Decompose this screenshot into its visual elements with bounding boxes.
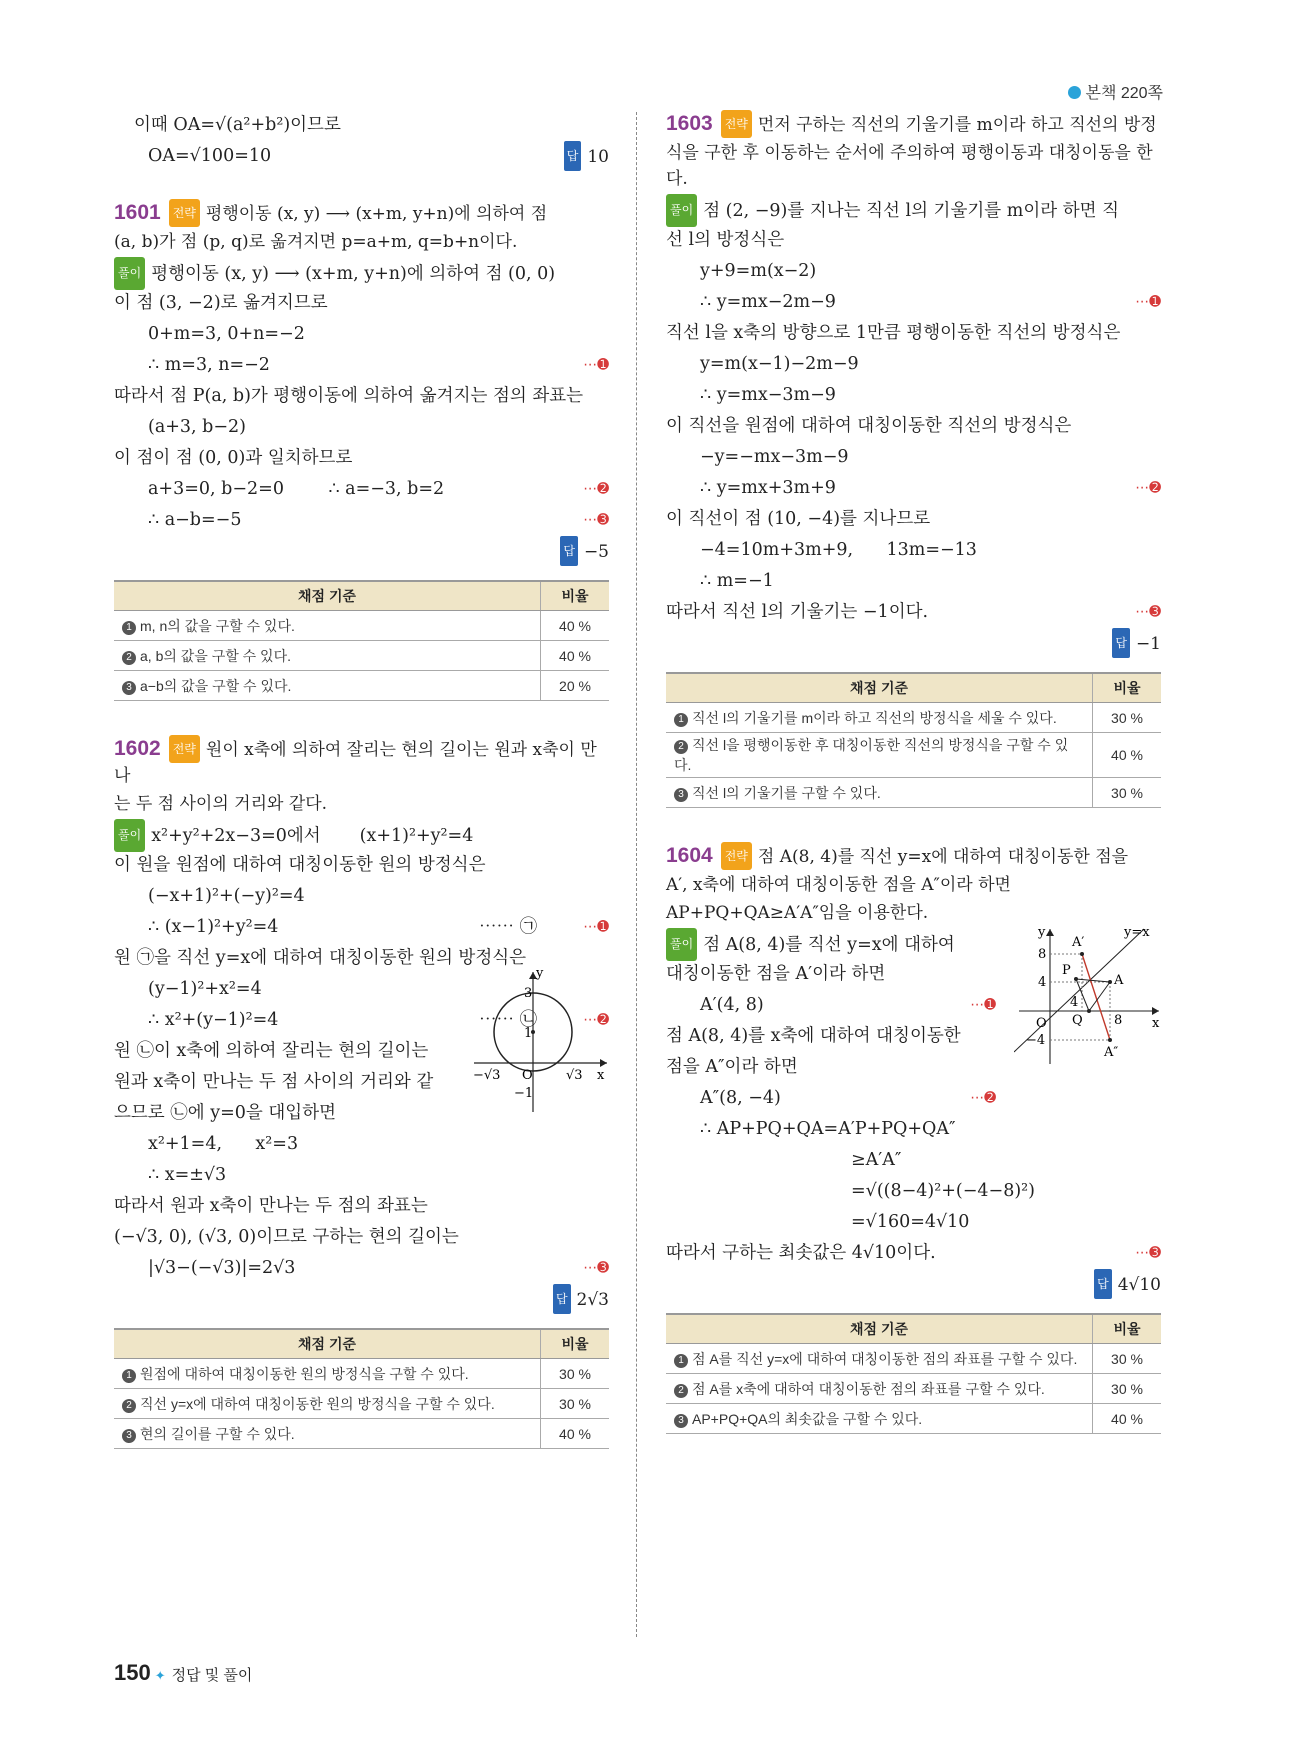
answer-icon: 답 [564,141,582,171]
strategy: 1603 전략 먼저 구하는 직선의 기울기를 m이라 하고 직선의 방정 [666,110,1161,138]
fig-y-label: y [536,967,544,981]
ref-dot-icon [1068,86,1081,99]
answer-icon: 답 [560,536,578,566]
sol-line: (y−1)²+x²=4 [148,979,262,999]
sol-line: ∴ x²+(y−1)²=4 ⋯⋯ ㉡ ⋯➋ [148,1010,609,1030]
answer-icon: 답 [553,1284,571,1314]
fig-tick-neg4: −4 [1026,1033,1046,1048]
sol-line: ∴ x=±√3 [148,1165,227,1185]
sol-line: y=m(x−1)−2m−9 [700,354,859,374]
sol-line: ∴ m=3, n=−2 ⋯➊ [148,355,609,375]
footer-label: 정답 및 풀이 [171,1667,253,1684]
scoring-table: 채점 기준 비율 1 점 A를 직선 y=x에 대하여 대칭이동한 점의 좌표를 구할 수 있다. 30 % 2 점 A를 x축에 대하여 대칭이동한 점의 좌표를 구할 수 있다. 30 % 3 AP+PQ+QA의 최솟값을 구할 수 있다. 40 % [666,1313,1161,1434]
sol-line: 따라서 원과 x축이 만나는 두 점의 좌표는 [114,1196,428,1216]
reflection-figure [1014,924,1162,1074]
page-footer [114,1660,252,1686]
sol-line: (−√3, 0), (√3, 0)이므로 구하는 현의 길이는 [114,1227,459,1247]
sol-line: ∴ m=−1 [700,571,774,591]
left-column [114,110,609,1449]
fig-point-aprime: A′ [1072,935,1085,950]
strategy-cont: 는 두 점 사이의 거리와 같다. [114,794,328,814]
sol-line: ∴ y=mx−3m−9 [700,385,836,405]
problem-1602 [114,735,609,1449]
answer-icon: 답 [1112,628,1130,658]
sol-line: ∴ (x−1)²+y²=4 ⋯⋯ ㉠ ⋯➊ [148,917,609,937]
sol-line: 따라서 직선 l의 기울기는 −1이다. ⋯➌ [666,602,1161,622]
problem-1604 [666,842,1161,1434]
sol-line: (a+3, b−2) [148,417,247,437]
sol-line: 직선 l을 x축의 방향으로 1만큼 평행이동한 직선의 방정식은 [666,323,1121,343]
intro-line: 이때 OA=√(a²+b²)이므로 [134,115,341,135]
column-divider [636,112,637,1637]
sol-line: ≥A′A″ [851,1150,902,1170]
sol-line: 대칭이동한 점을 A′이라 하면 [666,964,886,984]
fig-tick-8: 8 [1038,947,1047,962]
answer: 답 −1 [666,628,1161,658]
answer-icon: 답 [1094,1269,1112,1299]
sol-line: a+3=0, b−2=0 ∴ a=−3, b=2 ⋯➋ [148,479,609,499]
sol-line: 으므로 ㉡에 y=0을 대입하면 [114,1103,337,1123]
fig-tick-1: 1 [524,1026,533,1041]
strategy: 1602 전략 원이 x축에 의하여 잘리는 현의 길이는 원과 x축이 만나 [114,737,597,786]
sol-line: |√3−(−√3)|=2√3 ⋯➌ [148,1258,609,1278]
fig-tick-4b: 4 [1070,995,1079,1010]
strategy-cont: A′, x축에 대하여 대칭이동한 점을 A″이라 하면 [666,875,1011,895]
fig-tick-neg1: −1 [514,1086,534,1101]
sol-line: 풀이 점 (2, −9)를 지나는 직선 l의 기울기를 m이라 하면 직 [666,194,1161,225]
sol-line: 풀이 점 A(8, 4)를 직선 y=x에 대하여 [666,928,1161,959]
sol-line: ∴ y=mx−2m−9 ⋯➊ [700,292,1161,312]
answer: 답 4√10 [666,1269,1161,1299]
sol-line: 따라서 점 P(a, b)가 평행이동에 의하여 옮겨지는 점의 좌표는 [114,386,584,406]
sol-line: 원 ㉡이 x축에 의하여 잘리는 현의 길이는 [114,1041,429,1061]
fig-origin-label: O [1036,1016,1047,1031]
scoring-table: 채점 기준 비율 1 m, n의 값을 구할 수 있다. 40 % 2 a, b의 값을 구할 수 있다. 40 % 3 a−b의 값을 구할 수 있다. 20 % [114,580,609,701]
sol-line: ∴ AP+PQ+QA=A′P+PQ+QA″ [700,1119,956,1139]
strategy: 1601 전략 평행이동 (x, y) ⟶ (x+m, y+n)에 의하여 점 [114,199,609,227]
sol-line: 선 l의 방정식은 [666,230,785,250]
fig-point-q: Q [1072,1013,1083,1028]
strategy-cont: 식을 구한 후 이동하는 순서에 주의하여 평행이동과 대칭이동을 한다. [666,143,1153,189]
right-column [666,110,1161,1434]
scoring-table: 채점 기준 비율 1 직선 l의 기울기를 m이라 하고 직선의 방정식을 세울 수 있다. 30 % 2 직선 l을 평행이동한 후 대칭이동한 직선의 방정식을 구할 수 있다. 40 % 3 직선 l의 기울기를 구할 수 있다. 30 % [666,672,1161,808]
sol-line: 이 점 (3, −2)로 옮겨지므로 [114,293,328,313]
fig-y-label: y [1038,925,1046,940]
sol-line: ∴ y=mx+3m+9 ⋯➋ [700,478,1161,498]
sol-line: 이 직선이 점 (10, −4)를 지나므로 [666,509,931,529]
sol-line: y+9=m(x−2) [700,261,817,281]
strategy: 1604 전략 점 A(8, 4)를 직선 y=x에 대하여 대칭이동한 점을 [666,842,1161,870]
sol-line: =√((8−4)²+(−4−8)²) [851,1181,1035,1201]
sol-line: 이 직선을 원점에 대하여 대칭이동한 직선의 방정식은 [666,416,1072,436]
sol-line: −y=−mx−3m−9 [700,447,849,467]
sol-line: 점 A(8, 4)를 x축에 대하여 대칭이동한 [666,1026,961,1046]
sol-line: 원 ㉠을 직선 y=x에 대하여 대칭이동한 원의 방정식은 [114,948,527,968]
answer: 답 2√3 [114,1284,609,1314]
sol-line: 풀이 평행이동 (x, y) ⟶ (x+m, y+n)에 의하여 점 (0, 0) [114,257,609,288]
fig-tick-3: 3 [524,986,533,1001]
strategy-cont: AP+PQ+QA≥A′A″임을 이용한다. [666,903,929,923]
page-number: 150 [114,1660,151,1685]
scoring-table: 채점 기준 비율 1 원점에 대하여 대칭이동한 원의 방정식을 구할 수 있다. 30 % 2 직선 y=x에 대하여 대칭이동한 원의 방정식을 구할 수 있다. 30 % 3 현의 길이를 구할 수 있다. 40 % [114,1328,609,1449]
textbook-page-ref: 본책 220쪽 [1068,80,1163,103]
answer: 답 −5 [114,536,609,566]
sol-line: A′(4, 8) ⋯➊ [700,995,996,1015]
circle-figure [469,967,609,1117]
fig-tick-r3: √3 [566,1068,583,1083]
sol-line: =√160=4√10 [851,1212,970,1232]
fig-tick-4: 4 [1038,975,1047,990]
sol-line: 점을 A″이라 하면 [666,1057,798,1077]
fig-tick-8b: 8 [1114,1013,1123,1028]
problem-1601 [114,199,609,701]
sol-line: x²+1=4, x²=3 [148,1134,299,1154]
strategy-cont: (a, b)가 점 (p, q)로 옮겨지면 p=a+m, q=b+n이다. [114,232,518,252]
sol-line: −4=10m+3m+9, 13m=−13 [700,540,977,560]
fig-tick-negr3: −√3 [473,1068,501,1083]
sol-line: ∴ a−b=−5 ⋯➌ [148,510,609,530]
sol-line: 0+m=3, 0+n=−2 [148,324,305,344]
footer-star-icon: ✦ [154,1668,166,1683]
sol-line: 따라서 구하는 최솟값은 4√10이다. ⋯➌ [666,1243,1161,1263]
sol-line: 이 점이 점 (0, 0)과 일치하므로 [114,448,353,468]
sol-line: (−x+1)²+(−y)²=4 [148,886,305,906]
intro-line: OA=√100=10 [148,146,272,166]
problem-1603 [666,110,1161,808]
fig-x-label: x [1152,1016,1160,1031]
sol-line: A″(8, −4) ⋯➋ [700,1088,996,1108]
fig-x-label: x [597,1068,605,1083]
fig-point-a: A [1114,973,1124,988]
fig-origin-label: O [522,1068,533,1083]
sol-line: 이 원을 원점에 대하여 대칭이동한 원의 방정식은 [114,855,486,875]
fig-yx-label: y=x [1124,925,1150,940]
sol-line: 원과 x축이 만나는 두 점 사이의 거리와 같 [114,1072,434,1092]
fig-point-p: P [1062,963,1071,978]
answer: 답 10 [114,141,609,171]
sol-line: 풀이 x²+y²+2x−3=0에서 (x+1)²+y²=4 [114,819,609,850]
fig-point-adouble: A″ [1104,1045,1119,1060]
